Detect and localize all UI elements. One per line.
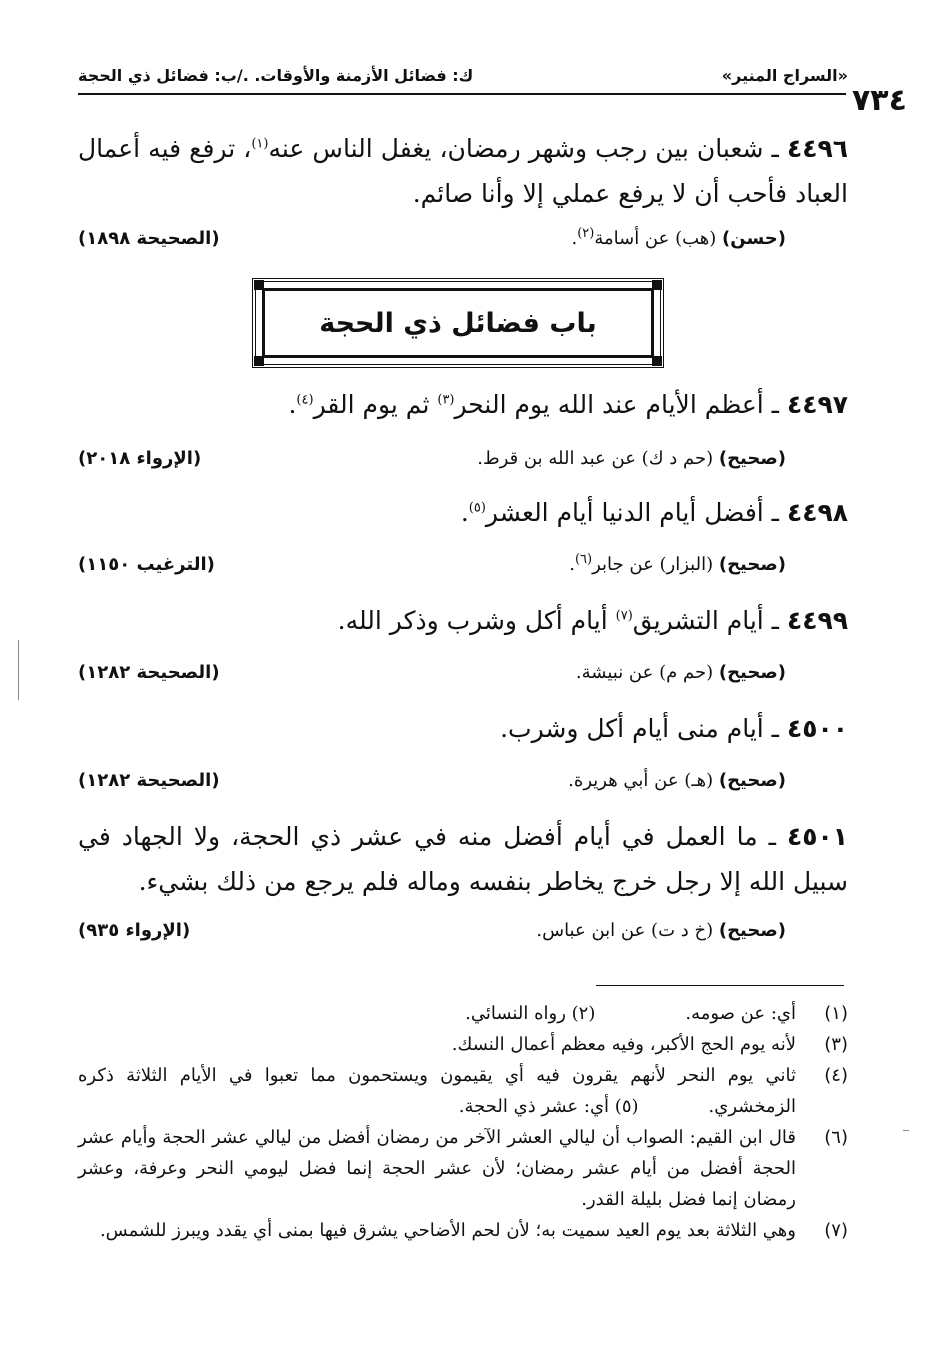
grade-label: (صحيح) <box>718 770 786 791</box>
reference: (الصحيحة ١٢٨٢) <box>78 662 220 683</box>
hadith-text: ـ أيام منى أيام أكل وشرب. <box>500 714 779 743</box>
footnote-ref: (٥) <box>468 500 486 516</box>
grade-label: (صحيح) <box>718 920 786 941</box>
source-text: (خ د ت) عن ابن عباس. <box>536 920 714 941</box>
footnote-number: (٥) <box>614 1096 639 1117</box>
footnotes <box>78 998 848 1246</box>
footnote-3 <box>78 1029 848 1060</box>
reference: (الصحيحة ١٨٩٨) <box>78 228 220 249</box>
chapter-title: باب فضائل ذي الحجة <box>262 288 654 358</box>
hadith-4499 <box>78 598 848 643</box>
source-text: (حم د ك) عن عبد الله بن قرط. <box>477 448 714 469</box>
hadith-grade-row <box>78 448 848 480</box>
hadith-text: أيام أكل وشرب وذكر الله. <box>337 606 616 635</box>
footnote-6 <box>78 1122 848 1215</box>
grade-source <box>571 228 786 249</box>
page-number: ٧٣٤ <box>852 83 907 118</box>
footnote-number: (٦) <box>824 1127 848 1148</box>
hadith-text: ـ ما العمل في أيام أفضل منه في عشر ذي الحجة، ولا الجهاد في سبيل الله إلا رجل خرج يخاطر بنفسه وماله فلم يرجع من ذلك بشيء. <box>78 822 848 896</box>
source-text: (حم م) عن نبيشة. <box>575 662 714 683</box>
footnote-ref: (١) <box>251 136 269 152</box>
hadith-number: ٤٤٩٧ <box>786 390 848 419</box>
hadith-number: ٤٤٩٦ <box>786 134 849 163</box>
footnote-number: (٢) <box>571 1003 596 1024</box>
hadith-grade-row <box>78 920 848 952</box>
grade-source <box>569 554 786 575</box>
hadith-4497 <box>78 382 848 427</box>
footnote-number: (٣) <box>824 1034 848 1055</box>
hadith-text: ثم يوم القر <box>313 390 438 419</box>
hadith-text: ـ أيام التشريق <box>632 606 779 635</box>
footnote-ref: (٦) <box>574 552 593 567</box>
hadith-text: ـ أفضل أيام الدنيا أيام العشر <box>485 498 779 527</box>
hadith-number: ٤٥٠٠ <box>786 714 848 743</box>
footnote-1-2 <box>78 998 848 1029</box>
hadith-grade-row <box>78 770 848 802</box>
footnote-text: لأنه يوم الحج الأكبر، وفيه معظم أعمال النسك. <box>451 1034 796 1055</box>
footnote-text: رواه النسائي. <box>465 1003 566 1024</box>
hadith-4496 <box>78 126 848 216</box>
header-rule <box>78 93 846 95</box>
footnote-text: قال ابن القيم: الصواب أن ليالي العشر الآخر من رمضان أفضل من ليالي عشر الحجة وأيام عشر الحجة أفضل من أيام عشر رمضان؛ لأن عشر الحجة إنما فضل ليومي النحر وعرفة، وعشر رمضان إنما فضل بليلة القدر. <box>78 1127 796 1210</box>
chapter-title-frame <box>252 278 664 368</box>
footnote-number: (١) <box>824 1003 848 1024</box>
grade-label: (حسن) <box>722 228 786 249</box>
hadith-4498 <box>78 490 848 535</box>
hadith-text: ، ترفع فيه أعمال العباد فأحب أن لا يرفع عملي إلا وأنا صائم. <box>78 134 848 208</box>
footnote-rule <box>596 985 844 986</box>
hadith-text: . <box>288 390 297 419</box>
grade-source <box>477 448 786 469</box>
grade-label: (صحيح) <box>718 448 786 469</box>
footnote-number: (٤) <box>824 1065 848 1086</box>
footnote-text: أي: عشر ذي الحجة. <box>458 1096 610 1117</box>
hadith-text: ـ شعبان بين رجب وشهر رمضان، يغفل الناس عنه <box>268 134 779 163</box>
hadith-4501 <box>78 814 848 904</box>
source-text: (هـ) عن أبي هريرة. <box>568 770 714 791</box>
footnote-ref: (٤) <box>296 392 314 408</box>
hadith-4500 <box>78 706 848 751</box>
footnote-ref: (٧) <box>615 608 633 624</box>
grade-source <box>536 920 786 941</box>
footnote-text: أي: عن صومه. <box>685 1003 796 1024</box>
hadith-number: ٤٤٩٩ <box>786 606 848 635</box>
footnote-7 <box>78 1215 848 1246</box>
hadith-number: ٤٥٠١ <box>786 822 848 851</box>
source-text: (البزار) عن جابر <box>592 554 714 575</box>
grade-source <box>576 662 786 683</box>
hadith-grade-row <box>78 554 848 586</box>
hadith-grade-row <box>78 228 848 260</box>
reference: (الإرواء ٩٣٥) <box>78 920 191 941</box>
source-end: . <box>569 554 575 575</box>
hadith-text: . <box>460 498 469 527</box>
footnote-text: وهي الثلاثة بعد يوم العيد سميت به؛ لأن لحم الأضاحي يشرق فيها بمنى أي يقدد ويبرز للشمس. <box>99 1220 796 1241</box>
footnote-4-5 <box>78 1060 848 1122</box>
footnote-number: (٧) <box>824 1220 848 1241</box>
reference: (الترغيب ١١٥٠) <box>78 554 215 575</box>
reference: (الإرواء ٢٠١٨) <box>78 448 202 469</box>
grade-label: (صحيح) <box>718 662 786 683</box>
scan-artifact <box>903 1130 909 1131</box>
running-header <box>78 62 848 92</box>
footnote-text: ثاني يوم النحر لأنهم يقرون فيه أي يقيمون ويستحمون مما تعبوا في الأيام الثلاثة ذكره الزمخشري. <box>78 1065 796 1117</box>
source-end: . <box>571 228 578 249</box>
grade-source <box>568 770 786 791</box>
hadith-text: ـ أعظم الأيام عند الله يوم النحر <box>454 390 779 419</box>
hadith-number: ٤٤٩٨ <box>786 498 848 527</box>
book-title: «السراج المنير» <box>721 66 848 85</box>
section-title: ك: فضائل الأزمنة والأوقات. ./ب: فضائل ذي الحجة <box>78 66 474 85</box>
grade-label: (صحيح) <box>718 554 786 575</box>
footnote-ref: (٢) <box>577 226 595 241</box>
scan-artifact <box>18 640 19 700</box>
reference: (الصحيحة ١٢٨٢) <box>78 770 220 791</box>
hadith-grade-row <box>78 662 848 694</box>
source-text: (هب) عن أسامة <box>594 228 717 249</box>
footnote-ref: (٣) <box>437 392 455 408</box>
